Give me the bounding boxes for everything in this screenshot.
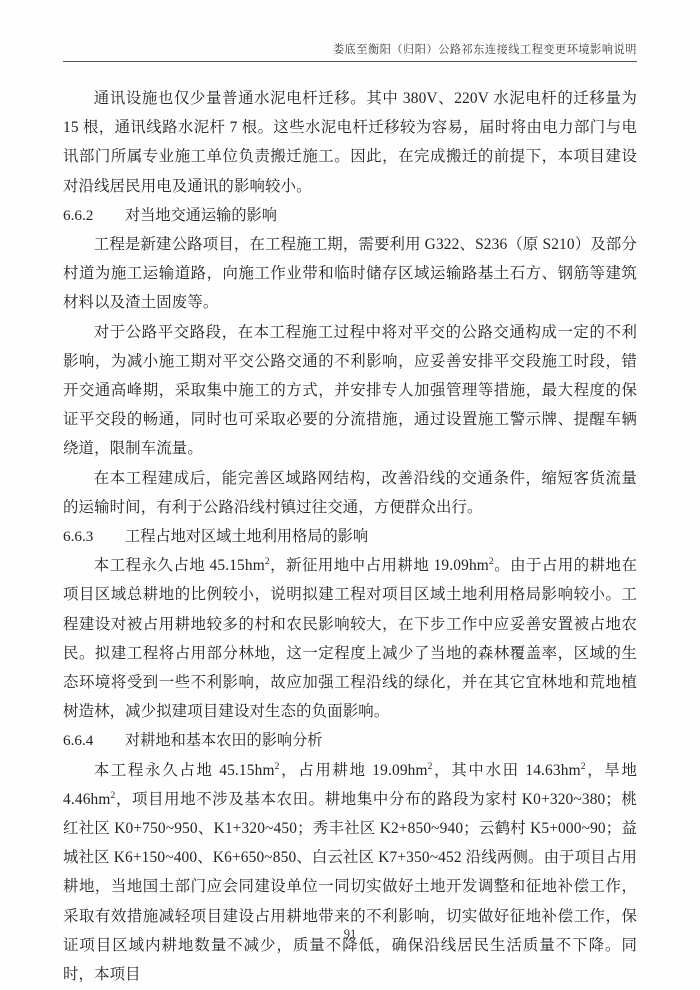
superscript-unit: 2 <box>110 789 116 801</box>
heading-6-6-3-number: 6.6.3 <box>63 528 94 546</box>
document-body <box>63 84 637 989</box>
superscript-unit: 2 <box>427 760 433 772</box>
heading-6-6-2 <box>63 201 637 230</box>
header-title: 娄底至衡阳（归阳）公路祁东连接线工程变更环境影响说明 <box>332 44 637 56</box>
paragraph-post-construction-benefit: 在本工程建成后，能完善区域路网结构，改善沿线的交通条件，缩短客货流量的运输时间，有利于公路沿线村镇过往交通，方便群众出行。 <box>63 469 637 516</box>
text-run: ，其中水田 14.63hm <box>432 761 581 779</box>
heading-6-6-4 <box>63 726 637 755</box>
heading-6-6-2-title: 对当地交通运输的影响 <box>125 206 277 224</box>
page-number: 91 <box>343 927 357 941</box>
paragraph-power-pole-relocation: 通讯设施也仅少量普通水泥电杆迁移。其中 380V、220V 水泥电杆的迁移量为 15 根，通讯线路水泥杆 7 根。这些水泥电杆迁移较为容易，届时将由电力部门与电讯部门所属专业施工单位负责搬迁施工。因此，在完成搬迁的前提下，本项目建设对沿线居民用电及通讯的影响较小。 <box>63 90 637 195</box>
paragraph-construction-transport-roads: 工程是新建公路项目，在工程施工期，需要利用 G322、S236（原 S210）及部分村道为施工运输道路，向施工作业带和临时储存区域运输路基土石方、钢筋等建筑材料以及渣土固废等。 <box>63 236 637 312</box>
paragraph-level-crossing-impact: 对于公路平交路段，在本工程施工过程中将对平交的公路交通构成一定的不利影响，为减小施工期对平交公路交通的不利影响，应妥善安排平交段施工时段，错开交通高峰期，采取集中施工的方式，并安排专人加强管理等措施，最大程度的保证平交段的畅通，同时也可采取必要的分流措施，通过设置施工警示牌、提醒车辆绕道，限制车流量。 <box>63 323 637 458</box>
text-run: 本工程永久占地 45.15hm <box>93 761 275 779</box>
superscript-unit: 2 <box>264 556 270 568</box>
text-run: ，新征用地中占用耕地 19.09hm <box>269 557 489 575</box>
superscript-unit: 2 <box>274 760 280 772</box>
heading-6-6-4-number: 6.6.4 <box>63 732 94 750</box>
paragraph-land-use-impact <box>63 551 637 726</box>
page-header <box>63 44 637 62</box>
text-run: ，占用耕地 19.09hm <box>279 761 428 779</box>
superscript-unit: 2 <box>580 760 586 772</box>
text-run: 。由于占用的耕地在项目区域总耕地的比例较小，说明拟建工程对项目区域土地利用格局影响较小。工程建设对被占用耕地较多的村和农民影响较大，在下步工作中应妥善安置被占地农民。拟建工程将占用部分林地，这一定程度上减少了当地的森林覆盖率，区域的生态环境将受到一些不利影响，故应加强工程沿线的绿化，并在其它宜林地和荒地植树造林，减少拟建项目建设对生态的负面影响。 <box>63 557 637 721</box>
heading-6-6-4-title: 对耕地和基本农田的影响分析 <box>125 732 323 750</box>
paragraph-farmland-impact <box>63 756 637 990</box>
heading-6-6-3 <box>63 522 637 551</box>
text-run: ，旱地 4.46hm <box>63 761 638 808</box>
text-run: ，项目用地不涉及基本农田。耕地集中分布的路段为家村 K0+320~380；桃红社区 K0+750~950、K1+320~450；秀丰社区 K2+850~940；云鹤村 K5+000~90；益城社区 K6+150~400、K6+650~850、白云社区 K7+350~452 沿线两侧。由于项目占用耕地，当地国土部门应会同建设单位一同切实做好土地开发调整和征地补偿工作，采取有效措施减轻项目建设占用耕地带来的不利影响，切实做好征地补偿工作，保证项目区域内耕地数量不减少，质量不降低，确保沿线居民生活质量不下降。同时，本项目 <box>63 790 637 984</box>
heading-6-6-2-number: 6.6.2 <box>63 206 94 224</box>
heading-6-6-3-title: 工程占地对区域土地利用格局的影响 <box>125 528 368 546</box>
superscript-unit: 2 <box>488 556 494 568</box>
header-divider <box>63 61 637 62</box>
text-run: 本工程永久占地 45.15hm <box>93 557 265 575</box>
